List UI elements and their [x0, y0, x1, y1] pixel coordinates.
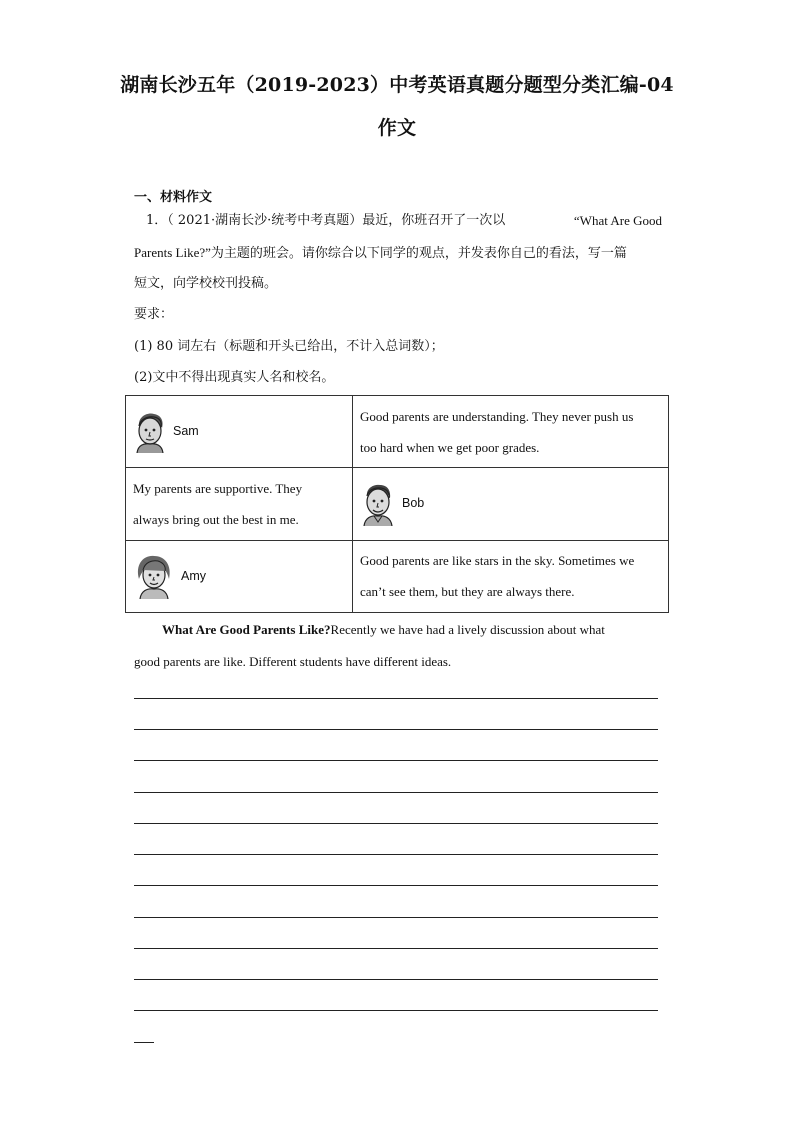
essay-title-and-start	[134, 622, 605, 638]
opinion-amy-line-1: Good parents are like stars in the sky. Sometimes we	[360, 553, 635, 569]
cartoon-face-icon	[360, 482, 396, 526]
writing-line[interactable]	[134, 698, 658, 699]
person-name-amy: Amy	[181, 568, 206, 583]
writing-line[interactable]	[134, 792, 658, 793]
essay-start-1: Recently we have had a lively discussion about what	[330, 622, 605, 637]
writing-line-end[interactable]	[134, 1042, 154, 1043]
writing-line[interactable]	[134, 823, 658, 824]
person-name-sam: Sam	[173, 424, 199, 439]
opinion-amy-line-2: can’t see them, but they are always there.	[360, 584, 575, 600]
question-line-1	[134, 213, 662, 229]
opinion-cell-amy	[353, 540, 669, 612]
requirement-2: (2)文中不得出现真实人名和校名。	[134, 370, 335, 385]
question-line-2-en: Parents Like?”	[134, 245, 211, 260]
question-line-2	[134, 245, 662, 262]
question-line-3: 短文，向学校校刊投稿。	[134, 276, 278, 291]
writing-line[interactable]	[134, 760, 658, 761]
writing-line[interactable]	[134, 979, 658, 980]
writing-line[interactable]	[134, 729, 658, 730]
table-row	[126, 540, 669, 612]
question-line-1-cn: 1．（ 2021·湖南长沙·统考中考真题）最近，你班召开了一次以	[146, 213, 506, 228]
opinion-sam-line-2: too hard when we get poor grades.	[360, 439, 540, 455]
question-line-1-en: “What Are Good	[573, 213, 662, 228]
opinion-bob-line-1: My parents are supportive. They	[133, 480, 303, 496]
writing-line[interactable]	[134, 1010, 658, 1011]
requirement-1: (1) 80 词左右（标题和开头已给出，不计入总词数）；	[134, 339, 444, 354]
writing-line[interactable]	[134, 948, 658, 949]
writing-line[interactable]	[134, 885, 658, 886]
opinions-table	[125, 395, 669, 613]
table-row	[126, 468, 669, 540]
person-cell-sam	[126, 396, 353, 468]
essay-opening-line-1	[134, 622, 662, 638]
writing-line[interactable]	[134, 854, 658, 855]
person-cell-bob	[353, 468, 669, 540]
essay-title: What Are Good Parents Like?	[162, 622, 331, 637]
opinion-cell-bob	[126, 468, 353, 540]
section-heading: 一、材料作文	[134, 190, 213, 205]
person-name-bob: Bob	[402, 496, 425, 511]
table-row	[126, 396, 669, 468]
question-line-2-cn: 为主题的班会。请你综合以下同学的观点，并发表你自己的看法，写一篇	[210, 246, 627, 261]
opinion-cell-sam	[353, 396, 669, 468]
page-title: 湖南长沙五年（2019-2023）中考英语真题分题型分类汇编-04	[120, 74, 674, 96]
opinion-bob-line-2: always bring out the best in me.	[133, 511, 299, 527]
requirements-label: 要求：	[134, 307, 174, 322]
cartoon-face-icon	[133, 553, 175, 599]
opinion-sam-line-1: Good parents are understanding. They never push us	[360, 408, 634, 424]
cartoon-face-icon	[133, 411, 167, 453]
page-subtitle: 作文	[377, 117, 417, 139]
writing-line[interactable]	[134, 917, 658, 918]
person-cell-amy	[126, 540, 353, 612]
essay-opening-line-2: good parents are like. Different students have different ideas.	[134, 654, 452, 669]
